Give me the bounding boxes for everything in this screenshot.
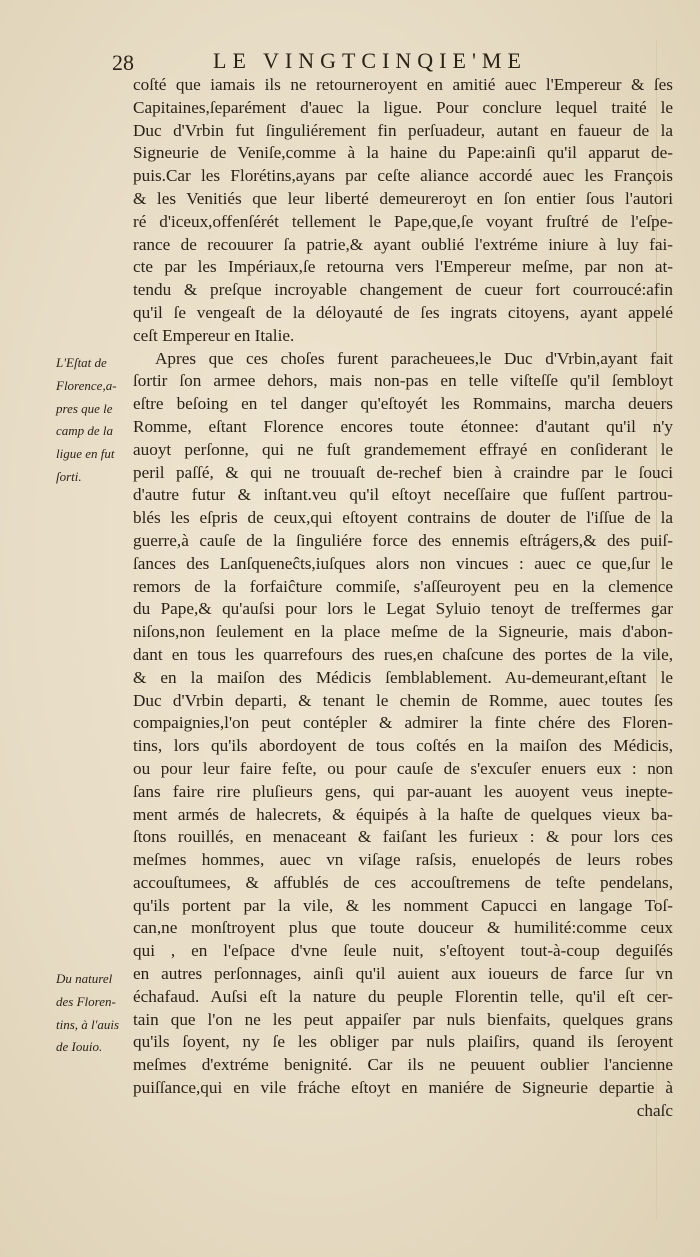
marginal-note-line: Du naturel: [56, 971, 113, 986]
text-line: remors de la forfaiĉture commiſe, s'aſſeuroyent peu en la clemence: [133, 576, 673, 596]
marginal-note-line: camp de la: [56, 423, 114, 439]
text-line: Signeurie de Veniſe,comme à la haine du Pape:ainſi qu'il apparut de-: [133, 143, 673, 163]
page-number: 28: [112, 50, 134, 75]
text-line: tins, lors qu'ils abordoyent de tous coſtés en la maiſon des Médicis,: [133, 736, 673, 756]
text-line: can,ne monſtroyent plus que toute douceur & humilité:comme ceux: [133, 918, 673, 938]
text-line: qui , en l'eſpace d'vne ſeule nuit, s'eſtoyent tout-à-coup deguiſés: [133, 941, 673, 961]
text-line: ſans faire rire pluſieurs gens, qui par-auant les auoyent veus inepte-: [133, 781, 673, 801]
marginal-note-florentine-nature: [56, 968, 130, 1059]
text-line: qu'il ſe vengeaſt de la déloyauté de ſes ingrats citoyens, ayant appelé: [133, 302, 673, 322]
text-line: ment armés de halecrets, & équipés à la haſte de quelques vieux ba-: [133, 804, 673, 824]
text-line: ſortir ſon armee dehors, mais non-pas en telle viſteſſe qu'il ſembloyt: [133, 371, 673, 391]
text-line: eſtre beſoing en tel danger qu'eſtoyét les Rommains, marcha deuers: [133, 394, 673, 414]
text-line: Duc d'Vrbin fut ſinguliérement fin perſuadeur, autant en faueur de la: [133, 120, 673, 140]
text-line: qu'ils portent par la vile, & les nomment Capucci en langage Toſ-: [133, 895, 673, 915]
text-line: auoyt perſonne, qui ne fuſt grandemement effrayé en conſiderant le: [133, 439, 673, 459]
running-head: LE VINGTCINQIE'ME: [213, 48, 527, 73]
text-line: meſmes d'extréme benignité. Car ils ne peuuent oublier l'ancienne: [133, 1055, 673, 1075]
catchword: chaſc: [636, 1100, 673, 1120]
text-line: échafaud. Auſsi eſt la nature du peuple Florentin telle, qu'il eſt cer-: [133, 986, 673, 1006]
text-line: ou pour leur faire feſte, ou pour cauſe de s'excuſer enuers eux : non: [133, 758, 673, 778]
marginal-note-line: L'Eſtat de: [56, 355, 107, 370]
text-line: dant en tous les quarrefours des rues,en chaſcune des portes de la vile,: [133, 644, 673, 664]
text-line: ſtons rouillés, en menaceant & faiſant les furieux : & pour lors ces: [133, 827, 673, 847]
text-line: rance de recouurer ſa patrie,& ayant oublié l'extréme iniure à luy fai-: [133, 234, 673, 254]
text-line: niſons,non ſeulement en la place meſme de la Signeurie, mais d'abon-: [133, 622, 673, 642]
text-line: compaignies,l'on peut contépler & admirer la finte chére des Floren-: [133, 713, 673, 733]
text-line: d'autre futur & inſtant.veu qu'il eſtoyt neceſſaire que fuſſent partrou-: [133, 485, 673, 505]
text-line: & les Venitiés que leur liberté demeureroyt en ſon entier ſous l'autori: [133, 188, 673, 208]
marginal-note-line: pres que le: [56, 400, 113, 416]
text-line: tendu & preſque incroyable changement de cueur fort courroucé:afin: [133, 280, 673, 300]
marginal-note-line: Florence,a-: [56, 377, 117, 393]
text-line: qu'ils ſoyent, ny ſe les obliger par nuls plaiſirs, quand ils ſeroyent: [133, 1032, 673, 1052]
text-line: meſmes hommes, auec vn viſage raſsis, enuelopés de leurs robes: [133, 850, 673, 870]
text-line: coſté que iamais ils ne retourneroyent en amitié auec l'Empereur & ſes: [133, 75, 673, 94]
text-line: ré d'iceux,offenſérét tellement le Pape,que,ſe voyant fruſtré de l'eſpe-: [133, 211, 673, 231]
text-line: du Pape,& qu'auſsi pour lors le Legat Syluio tenoyt de treſfermes gar: [133, 599, 673, 619]
text-line: Capitaines,ſeparément d'auec la ligue. Pour conclure lequel traité le: [133, 97, 673, 117]
text-line: puiſſance,qui en vile fráche eſtoyt en maniére de Signeurie departie à: [133, 1078, 673, 1098]
marginal-note-line: ſorti.: [56, 468, 82, 484]
text-line: & en la maiſon des Médicis ſemblablement. Au-demeurant,eſtant le: [133, 667, 673, 687]
text-line: cte par les Impériaux,ſe retourna vers l'Empereur meſme, par non at-: [133, 257, 673, 277]
marginal-note-line: des Floren-: [56, 993, 116, 1009]
text-line: tain que l'on ne les peut appaiſer par nuls bienfaits, quelques grans: [133, 1009, 673, 1029]
text-line: en autres perſonnages, ainſi qu'il auient aux ioueurs de farce ſur vn: [133, 964, 673, 984]
text-line: ceſt Empereur en Italie.: [133, 325, 295, 345]
text-line: Romme, eſtant Florence encores toute étonnee: d'autant qu'il n'y: [133, 416, 673, 436]
text-line: Apres que ces choſes furent paracheuees,le Duc d'Vrbin,ayant fait: [155, 348, 673, 368]
text-line: guerre,à cauſe de la ſinguliére force des ennemis eſtrágers,& des puiſ-: [133, 530, 673, 550]
marginal-note-florence-state: [56, 352, 130, 489]
text-line: blés les eſpris de ceux,qui eſtoyent contrains de douter de l'iſſue de la: [133, 508, 673, 528]
marginal-note-line: tins, à l'auis: [56, 1016, 120, 1032]
text-line: ſances des Lanſqueneĉts,iuſques alors non vincues : auec ce que,ſur le: [133, 553, 673, 573]
marginal-note-line: ligue en fut: [56, 446, 115, 462]
marginal-note-line: de Iouio.: [56, 1039, 103, 1055]
text-line: accouſtumees, & affublés de ces accouſtremens de teſte pendelans,: [133, 872, 673, 892]
body-text: [133, 74, 673, 1123]
text-line: puis.Car les Florétins,ayans par ceſte aliance accordé auec les François: [133, 166, 673, 186]
text-line: Duc d'Vrbin departi, & tenant le chemin de Romme, auec toutes ſes: [133, 690, 673, 710]
text-line: peril paſſé, & qui ne trouuaſt de-rechef bien à craindre par le ſouci: [133, 462, 673, 482]
